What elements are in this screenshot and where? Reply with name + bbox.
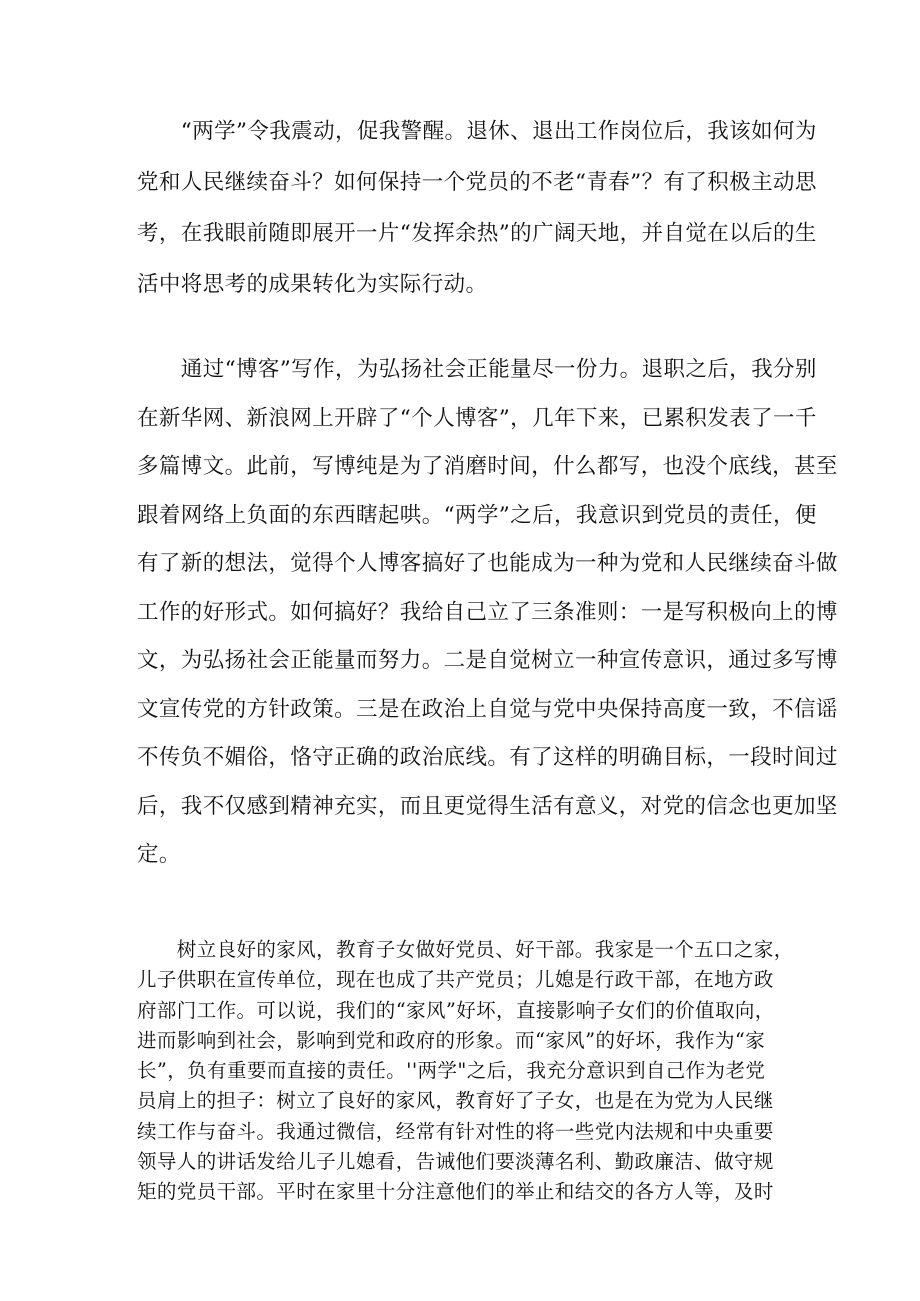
paragraph-line: 不传负不媚俗，恪守正确的政治底线。有了这样的明确目标，一段时间过 bbox=[137, 745, 838, 770]
paragraph-line: 工作的好形式。如何搞好？我给自己立了三条准则：一是写积极向上的博 bbox=[137, 599, 838, 625]
paragraph-2 bbox=[137, 346, 838, 880]
paragraph-1 bbox=[137, 106, 817, 310]
paragraph-line: 矩的党员干部。平时在家里十分注意他们的举止和结交的各方人等，及时 bbox=[137, 1180, 774, 1204]
paragraph-line: “两学”令我震动，促我警醒。退休、退出工作岗位后，我该如何为 bbox=[137, 119, 817, 144]
paragraph-line: 领导人的讲话发给儿子儿媳看，告诫他们要淡薄名利、勤政廉洁、做守规 bbox=[137, 1150, 774, 1174]
paragraph-line: 跟着网络上负面的东西瞎起哄。“两学”之后，我意识到党员的责任，便 bbox=[137, 502, 817, 528]
paragraph-line: 党和人民继续奋斗？如何保持一个党员的不老“青春”？有了积极主动思 bbox=[137, 170, 817, 195]
paragraph-line: 考，在我眼前随即展开一片“发挥余热”的广阔天地，并自觉在以后的生 bbox=[137, 221, 817, 246]
paragraph-line: 通过“博客”写作，为弘扬社会正能量尽一份力。退职之后，我分别 bbox=[137, 357, 817, 382]
paragraph-line: 后，我不仅感到精神充实，而且更觉得生活有意义，对党的信念也更加坚 bbox=[137, 793, 838, 819]
paragraph-line: 府部门工作。可以说，我们的“家风”好坏，直接影响子女们的价值取向， bbox=[137, 998, 775, 1022]
paragraph-3 bbox=[137, 935, 794, 1208]
paragraph-line: 树立良好的家风，教育子女做好党员、好干部。我家是一个五口之家， bbox=[137, 938, 794, 961]
paragraph-line: 多篇博文。此前，写博纯是为了消磨时间，什么都写，也没个底线，甚至 bbox=[137, 454, 838, 479]
paragraph-line: 定。 bbox=[137, 842, 181, 867]
paragraph-line: 续工作与奋斗。我通过微信，经常有针对性的将一些党内法规和中央重要 bbox=[137, 1119, 774, 1143]
paragraph-line: 文宣传党的方针政策。三是在政治上自觉与党中央保持高度一致，不信谣 bbox=[137, 696, 838, 722]
paragraph-line: 文，为弘扬社会正能量而努力。二是自觉树立一种宣传意识，通过多写博 bbox=[137, 648, 838, 673]
paragraph-line: 员肩上的担子：树立了良好的家风，教育好了子女，也是在为党为人民继 bbox=[137, 1089, 774, 1113]
paragraph-line: 长”，负有重要而直接的责任。''两学"之后，我充分意识到自己作为老党 bbox=[137, 1059, 766, 1083]
paragraph-line: 儿子供职在宣传单位，现在也成了共产党员；儿媳是行政干部，在地方政 bbox=[137, 968, 774, 992]
paragraph-line: 活中将思考的成果转化为实际行动。 bbox=[137, 272, 488, 297]
paragraph-line: 在新华网、新浪网上开辟了“个人博客”，几年下来，已累积发表了一千 bbox=[137, 405, 817, 431]
paragraph-line: 有了新的想法，觉得个人博客搞好了也能成为一种为党和人民继续奋斗做 bbox=[137, 551, 838, 576]
paragraph-line: 进而影响到社会，影响到党和政府的形象。而“家风”的好坏，我作为“家 bbox=[137, 1028, 766, 1052]
